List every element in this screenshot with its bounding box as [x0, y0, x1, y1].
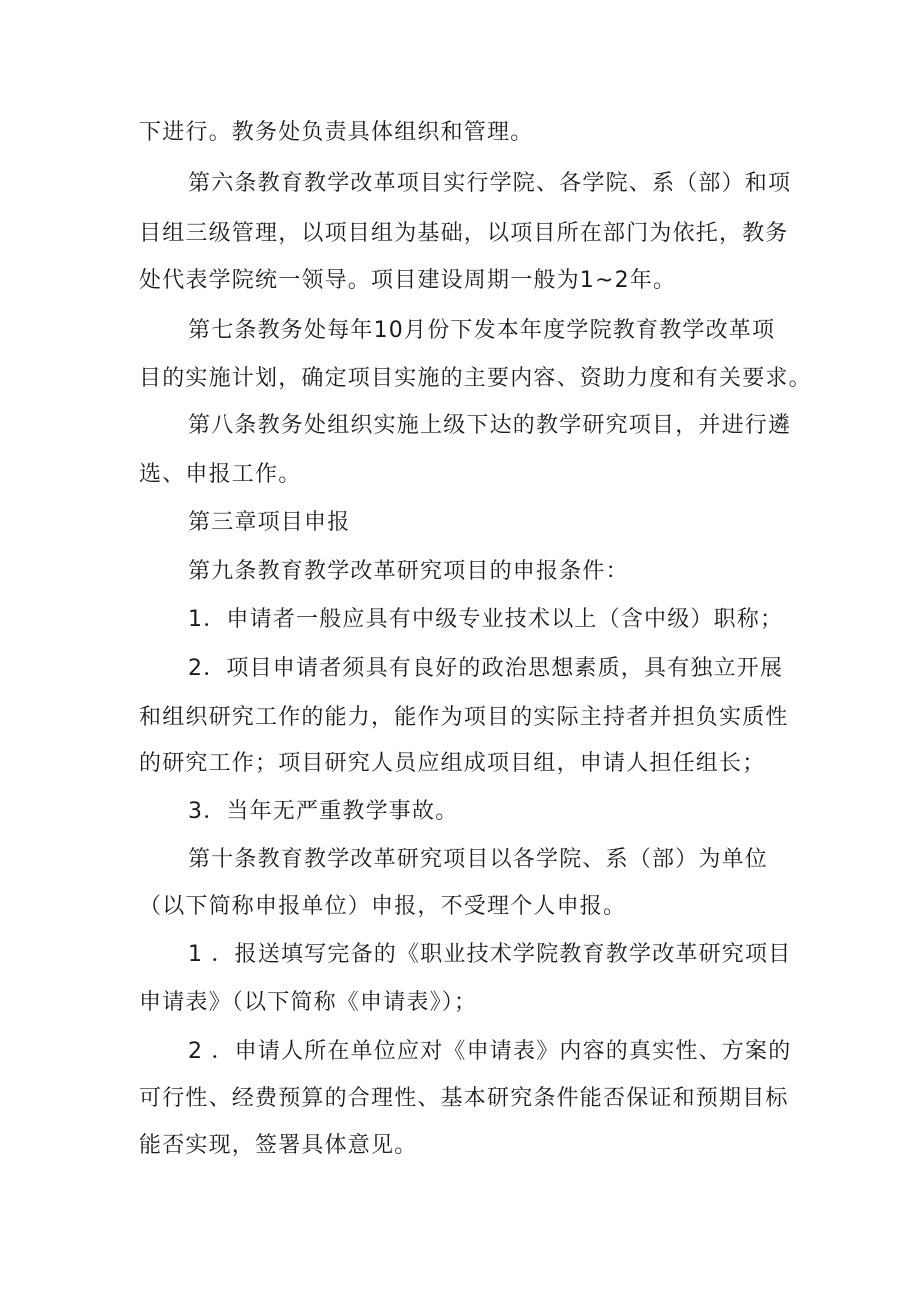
list-item: 1 ．报送填写完备的《职业技术学院教育教学改革研究项目 — [188, 942, 792, 967]
article-8-line: 第八条教务处组织实施上级下达的教学研究项目，并进行遴 — [188, 413, 792, 438]
text-line: 申请表》（以下简称《申请表》）； — [139, 990, 478, 1015]
text-line: （以下简称申报单位）申报，不受理个人申报。 — [139, 894, 627, 919]
text-line: 和组织研究工作的能力，能作为项目的实际主持者并担负实质性 — [139, 705, 789, 730]
text-line: 选、申报工作。 — [139, 462, 302, 487]
article-10-line: 第十条教育教学改革研究项目以各学院、系（部）为单位 — [188, 847, 769, 872]
text-line: 处代表学院统一领导。项目建设周期一般为1~2年。 — [139, 268, 677, 293]
article-9-line: 第九条教育教学改革研究项目的申报条件： — [188, 559, 629, 584]
list-item: 2 ．申请人所在单位应对《申请表》内容的真实性、方案的 — [188, 1039, 792, 1064]
list-item: 3．当年无严重教学事故。 — [188, 799, 459, 824]
article-7-line: 第七条教务处每年10月份下发本年度学院教育教学改革项 — [188, 318, 776, 343]
list-item: 2．项目申请者须具有良好的政治思想素质，具有独立开展 — [188, 656, 784, 681]
text-line: 能否实现，签署具体意见。 — [139, 1133, 418, 1158]
list-item: 1．申请者一般应具有中级专业技术以上（含中级）职称； — [188, 607, 784, 632]
chapter-heading: 第三章项目申报 — [188, 510, 351, 535]
text-line: 下进行。教务处负责具体组织和管理。 — [139, 120, 534, 145]
text-line: 可行性、经费预算的合理性、基本研究条件能否保证和预期目标 — [139, 1086, 789, 1111]
text-line: 的研究工作；项目研究人员应组成项目组，申请人担任组长； — [139, 751, 766, 776]
text-line: 目的实施计划，确定项目实施的主要内容、资助力度和有关要求。 — [139, 366, 812, 391]
text-line: 目组三级管理，以项目组为基础，以项目所在部门为依托，教务 — [139, 221, 789, 246]
article-6-line: 第六条教育教学改革项目实行学院、各学院、系（部）和项 — [188, 171, 792, 196]
